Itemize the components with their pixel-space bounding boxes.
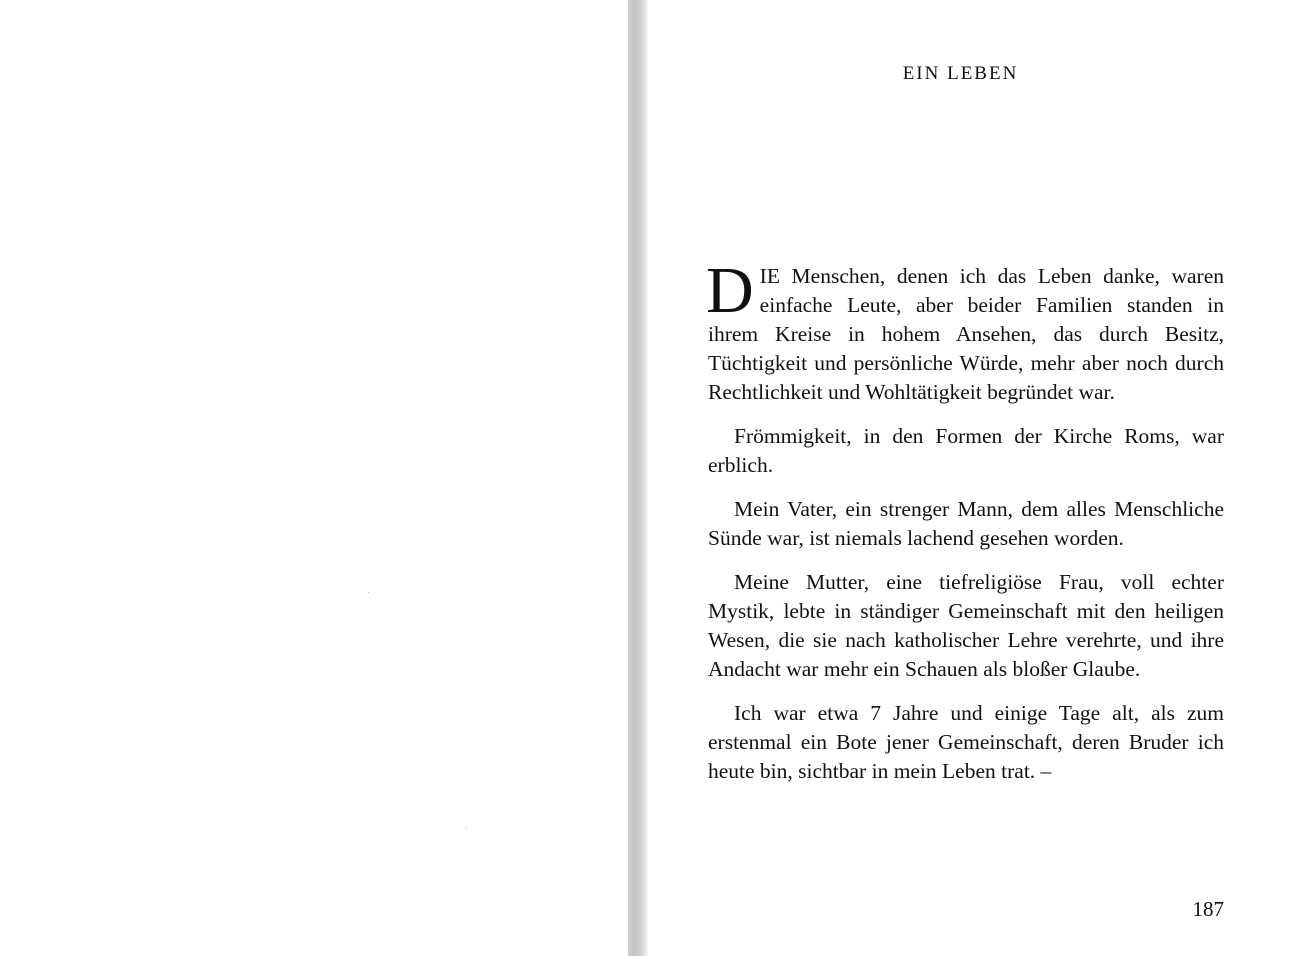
paper-speck <box>466 828 467 829</box>
paragraph-2: Frömmigkeit, in den Formen der Kirche Roms, war erblich. <box>708 424 1224 477</box>
body-text <box>706 254 1224 801</box>
paragraph-1 <box>706 254 1224 407</box>
paragraph-5: Ich war etwa 7 Jahre und einige Tage alt, als zum erstenmal ein Bote jener Gemeinschaft, deren Bruder ich heute bin, sichtbar in mein Leben trat. – <box>708 701 1224 783</box>
paper-speck <box>368 592 369 593</box>
paragraph-3: Mein Vater, ein strenger Mann, dem alles Menschliche Sünde war, ist niemals lachend gesehen worden. <box>708 497 1224 550</box>
right-page <box>648 0 1300 956</box>
paragraph-4: Meine Mutter, eine tiefreligiöse Frau, voll echter Mystik, lebte in ständiger Gemeinschaft mit den heiligen Wesen, die sie nach katholischer Lehre verehrte, und ihre Andacht war mehr ein Schauen als bloßer Glaube. <box>708 570 1224 681</box>
paragraph-1-text: IE Menschen, denen ich das Leben danke, waren einfache Leute, aber beider Familien standen in ihrem Kreise in hohem Ansehen, das durch Besitz, Tüchtigkeit und persönliche Würde, mehr aber noch durch Rechtlichkeit und Wohltätigkeit begründet war. <box>708 264 1224 404</box>
running-head: EIN LEBEN <box>902 63 1019 84</box>
left-page-blank <box>0 0 628 956</box>
page-number: 187 <box>1192 897 1224 921</box>
drop-cap: D <box>706 254 754 327</box>
book-gutter-shadow <box>628 0 648 956</box>
